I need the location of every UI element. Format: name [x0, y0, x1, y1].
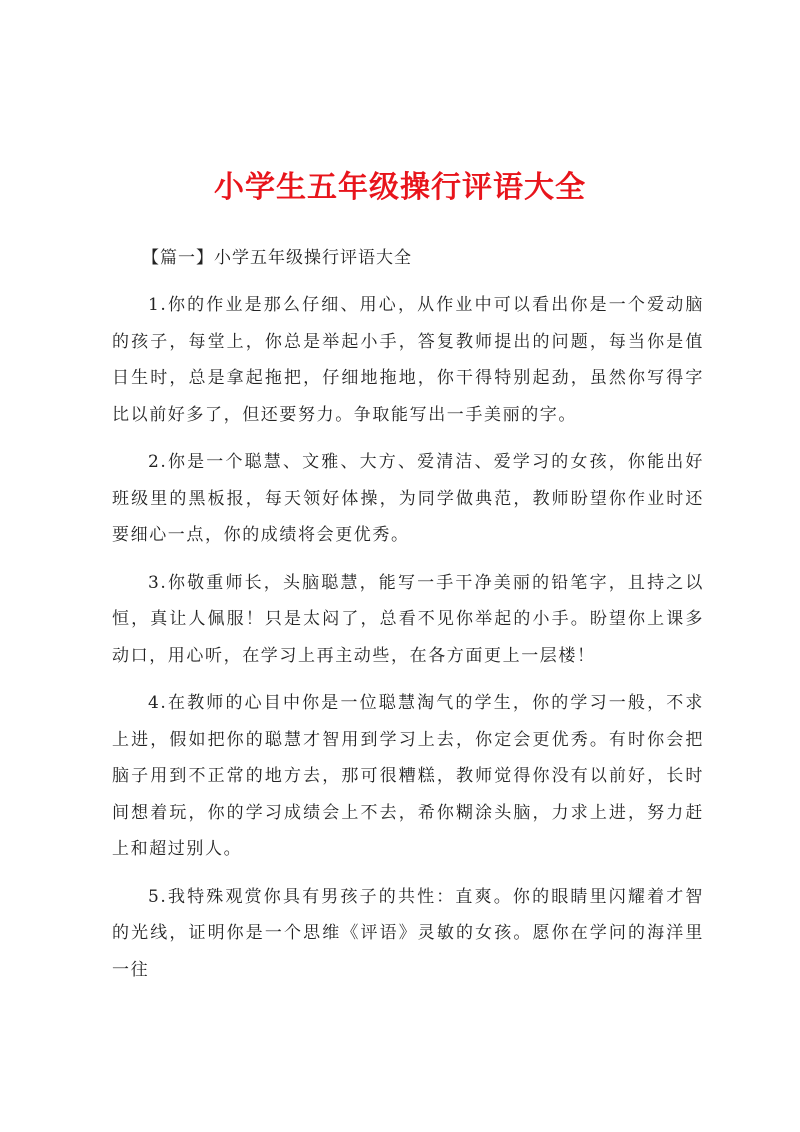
- paragraph-5: 5.我特殊观赏你具有男孩子的共性：直爽。你的眼睛里闪耀着才智的光线，证明你是一个思维《评语》灵敏的女孩。愿你在学问的海洋里一往: [112, 886, 704, 980]
- paragraph-1: 1.你的作业是那么仔细、用心，从作业中可以看出你是一个爱动脑的孩子，每堂上，你总是举起小手，答复教师提出的问题，每当你是值日生时，总是拿起拖把，仔细地拖地，你干得特别起劲，虽然你写得字比以前好多了，但还要努力。争取能写出一手美丽的字。: [112, 295, 704, 425]
- paragraph-4: 4.在教师的心目中你是一位聪慧淘气的学生，你的学习一般，不求上进，假如把你的聪慧才智用到学习上去，你定会更优秀。有时你会把脑子用到不正常的地方去，那可很糟糕，教师觉得你没有以前好，长时间想着玩，你的学习成绩会上不去，希你糊涂头脑，力求上进，努力赶上和超过别人。: [112, 693, 704, 859]
- section-heading: 【篇一】小学五年级操行评语大全: [142, 248, 412, 268]
- document-body: [112, 240, 704, 999]
- document-title: 小学生五年级操行评语大全: [214, 170, 586, 205]
- paragraph-3: 3.你敬重师长，头脑聪慧，能写一手干净美丽的铅笔字，且持之以恒，真让人佩服！只是太闷了，总看不见你举起的小手。盼望你上课多动口，用心听，在学习上再主动些，在各方面更上一层楼！: [112, 572, 704, 666]
- paragraph-2: 2.你是一个聪慧、文雅、大方、爱清洁、爱学习的女孩，你能出好班级里的黑板报，每天领好体操，为同学做典范，教师盼望你作业时还要细心一点，你的成绩将会更优秀。: [112, 452, 704, 545]
